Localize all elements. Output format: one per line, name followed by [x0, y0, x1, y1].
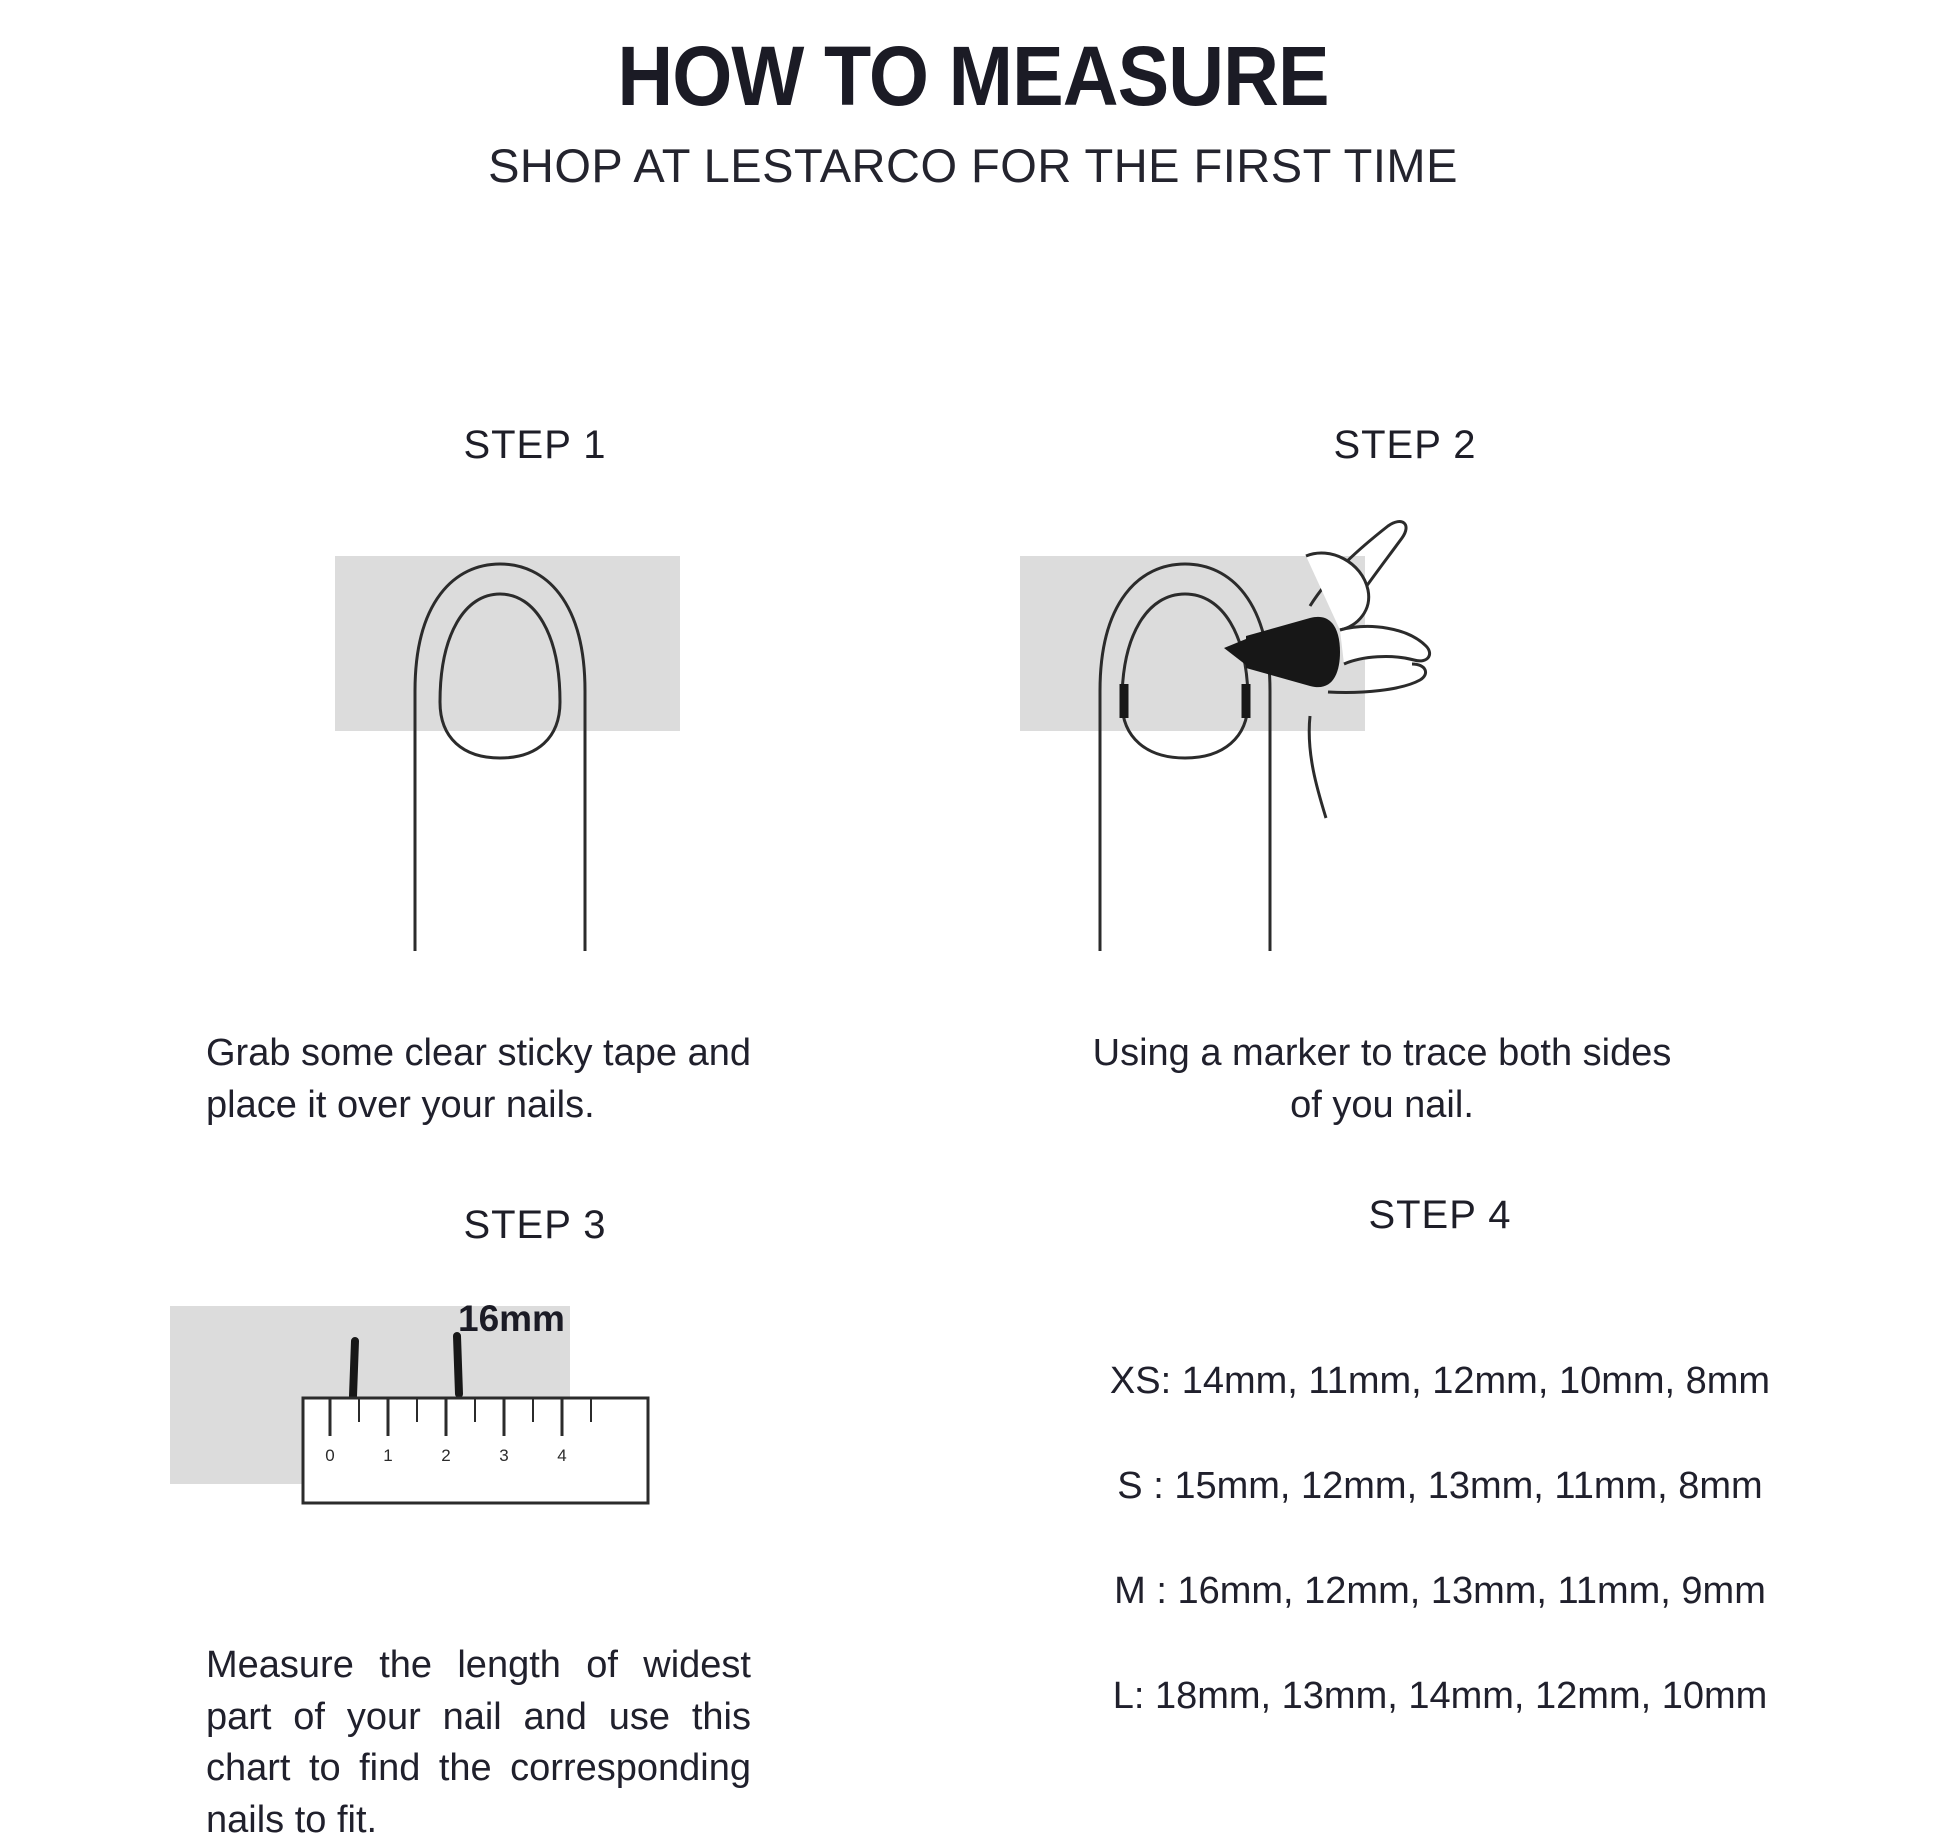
step-1-cell: [140, 423, 930, 1131]
step-3-label: STEP 3: [463, 1203, 607, 1247]
step-1-label: STEP 1: [463, 423, 607, 467]
size-row-s: S : 15mm, 12mm, 13mm, 11mm, 8mm: [1117, 1465, 1763, 1507]
finger-with-tape-icon: [140, 506, 930, 976]
svg-text:1: 1: [383, 1446, 393, 1465]
page-subtitle: SHOP AT LESTARCO FOR THE FIRST TIME: [488, 139, 1458, 192]
size-chart: [1010, 1360, 1870, 1718]
step-2-cell: [1010, 423, 1800, 1131]
step-3-caption: Measure the length of widest part of your nail and use this chart to find the corresponding nails to fit.: [206, 1644, 751, 1842]
step-1-caption: Grab some clear sticky tape and place it over your nails.: [206, 1032, 751, 1126]
page-title: HOW TO MEASURE: [617, 29, 1329, 123]
svg-text:3: 3: [499, 1446, 509, 1465]
step-4-label: STEP 4: [1368, 1193, 1512, 1237]
header: [0, 0, 1946, 193]
size-row-xs: XS: 14mm, 11mm, 12mm, 10mm, 8mm: [1109, 1360, 1771, 1402]
finger-with-marker-icon: [1010, 506, 1800, 976]
step-2-label: STEP 2: [1333, 423, 1477, 467]
step-3-cell: [140, 1203, 930, 1847]
step-4-cell: [1010, 1193, 1870, 1718]
svg-text:2: 2: [441, 1446, 451, 1465]
size-row-l: L: 18mm, 13mm, 14mm, 12mm, 10mm: [1112, 1675, 1768, 1717]
ruler-measure-icon: [140, 1286, 930, 1596]
step-2-caption: Using a marker to trace both sides of you nail.: [1092, 1032, 1672, 1126]
svg-text:4: 4: [557, 1446, 567, 1465]
size-row-m: M : 16mm, 12mm, 13mm, 11mm, 9mm: [1114, 1570, 1766, 1612]
measurement-label: 16mm: [458, 1298, 565, 1339]
svg-text:0: 0: [325, 1446, 335, 1465]
